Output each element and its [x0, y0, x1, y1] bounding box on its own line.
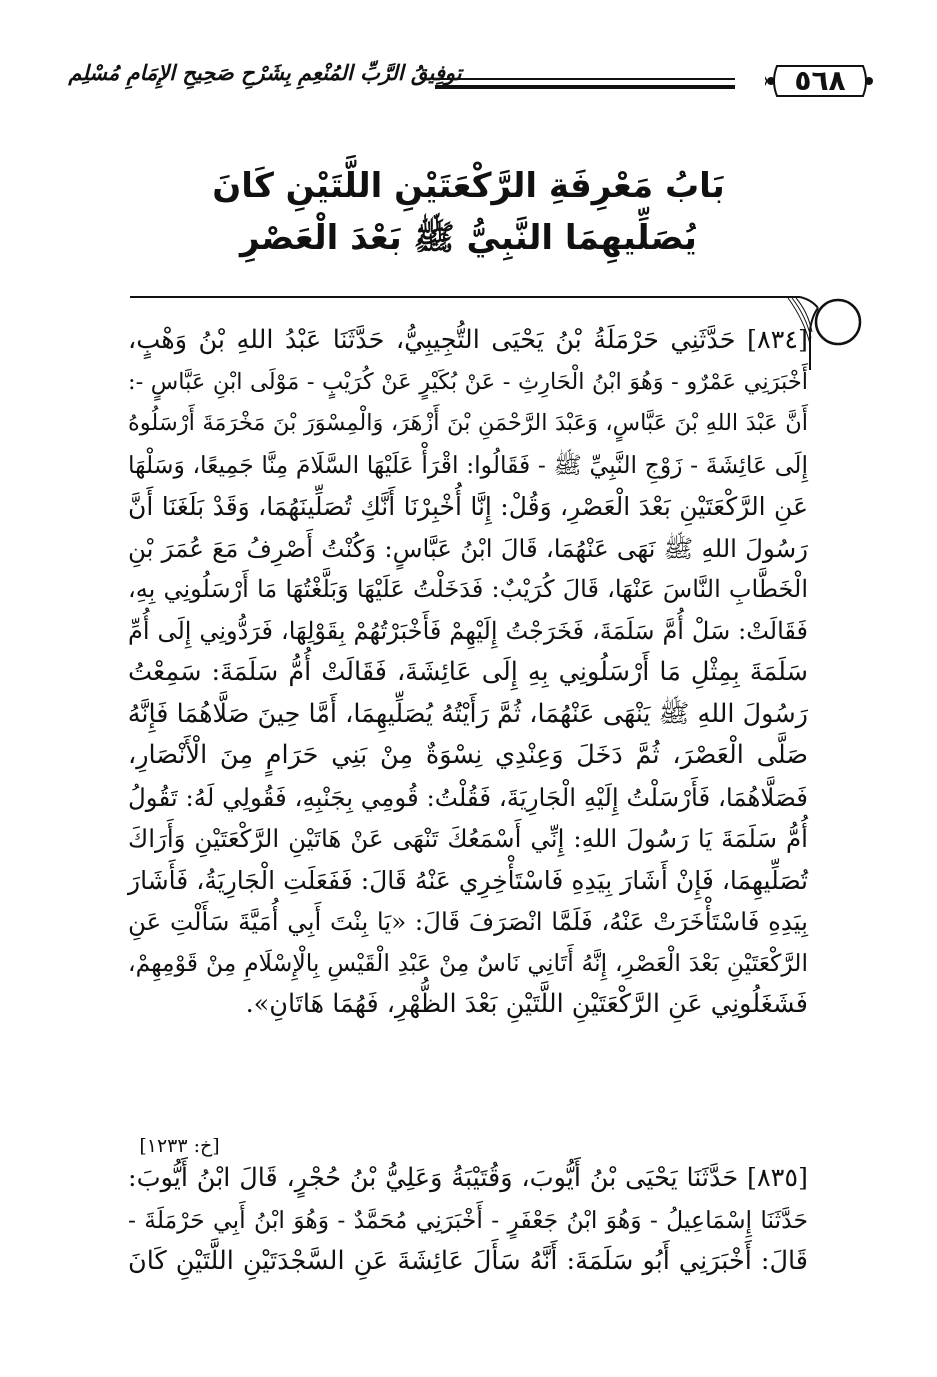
hadith-line: أَخْبَرَنِي عَمْرٌو - وَهُوَ ابْنُ الْحَارِثِ - عَنْ بُكَيْرٍ عَنْ كُرَيْبٍ - مَوْلَى ابْنِ عَبَّاسٍ -:	[128, 368, 808, 395]
hadith-line: [٨٣٤] حَدَّثَنِي حَرْمَلَةُ بْنُ يَحْيَى التُّجِيبِيُّ، حَدَّثَنَا عَبْدُ اللهِ بْنُ وَهْبٍ،	[128, 325, 808, 355]
hadith-line: عَنِ الرَّكْعَتَيْنِ بَعْدَ الْعَصْرِ، وَقُلْ: إِنَّا أُخْبِرْنَا أَنَّكِ تُصَلِّينَهُمَا، وَقَدْ بَلَغَنَا أَنَّ	[128, 492, 808, 521]
page-number: ٥٦٨	[794, 64, 846, 97]
hadith-line: صَلَّى الْعَصْرَ، ثُمَّ دَخَلَ وَعِنْدِي نِسْوَةٌ مِنْ بَنِي حَرَامٍ مِنَ الْأَنْصَارِ،	[128, 740, 808, 770]
hadith-line: أَنَّ عَبْدَ اللهِ بْنَ عَبَّاسٍ، وَعَبْدَ الرَّحْمَنِ بْنَ أَزْهَرَ، وَالْمِسْوَرَ بْنَ مَخْرَمَةَ أَرْسَلُوهُ	[128, 410, 808, 436]
hadith-line: بِيَدِهِ فَاسْتَأْخَرَتْ عَنْهُ، فَلَمَّا انْصَرَفَ قَالَ: «يَا بِنْتَ أَبِي أُمَيَّةَ سَأَلْتِ عَنِ	[128, 907, 808, 936]
hadith-line: فَصَلَّاهُمَا، فَأَرْسَلْتُ إِلَيْهِ الْجَارِيَةَ، فَقُلْتُ: قُومِي بِجَنْبِهِ، فَقُولِي لَهُ: تَقُولُ	[128, 782, 808, 812]
hadith-834	[128, 320, 808, 1026]
hadith-line: إِلَى عَائِشَةَ - زَوْجِ النَّبِيِّ ﷺ - فَقَالُوا: اقْرَأْ عَلَيْهَا السَّلَامَ مِنَّا جَمِيعًا، وَسَلْهَا	[128, 450, 808, 479]
hadith-line: الرَّكْعَتَيْنِ بَعْدَ الْعَصْرِ، إِنَّهُ أَتَانِي نَاسٌ مِنْ عَبْدِ الْقَيْسِ بِالْإِسْلَامِ مِنْ قَوْمِهِمْ،	[128, 948, 808, 977]
hadith-835	[128, 1158, 808, 1283]
hadith-line: فَقَالَتْ: سَلْ أُمَّ سَلَمَةَ، فَخَرَجْتُ إِلَيْهِمْ فَأَخْبَرْتُهُمْ بِقَوْلِهَا، فَرَدُّونِي إِلَى أُمِّ	[128, 616, 809, 645]
hadith-line: رَسُولَ اللهِ ﷺ نَهَى عَنْهُمَا، قَالَ ابْنُ عَبَّاسٍ: وَكُنْتُ أَصْرِفُ مَعَ عُمَرَ بْنِ	[128, 533, 808, 563]
hadith-line: رَسُولَ اللهِ ﷺ يَنْهَى عَنْهُمَا، ثُمَّ رَأَيْتُهُ يُصَلِّيهِمَا، أَمَّا حِينَ صَلَّاهُمَا فَإِنَّهُ	[127, 698, 808, 729]
hadith-line: سَلَمَةَ بِمِثْلِ مَا أَرْسَلُونِي بِهِ إِلَى عَائِشَةَ، فَقَالَتْ أُمُّ سَلَمَةَ: سَمِعْتُ	[128, 657, 808, 687]
hadith-line: أُمُّ سَلَمَةَ يَا رَسُولَ اللهِ: إِنِّي أَسْمَعُكَ تَنْهَى عَنْ هَاتَيْنِ الرَّكْعَتَيْنِ وَأَرَاكَ	[128, 824, 808, 853]
hadith-line: تُصَلِّيهِمَا، فَإِنْ أَشَارَ بِيَدِهِ فَاسْتَأْخِرِي عَنْهُ قَالَ: فَفَعَلَتِ الْجَارِيَةُ، فَأَشَارَ	[128, 865, 808, 895]
hadith-line: قَالَ: أَخْبَرَنِي أَبُو سَلَمَةَ: أَنَّهُ سَأَلَ عَائِشَةَ عَنِ السَّجْدَتَيْنِ اللَّتَيْنِ كَانَ	[128, 1246, 808, 1276]
running-title: توفِيقُ الرَّبِّ المُنْعِمِ بِشَرْحِ صَحِيحِ الإِمَامِ مُسْلِم	[68, 60, 462, 85]
hadith-line: [٨٣٥] حَدَّثَنَا يَحْيَى بْنُ أَيُّوبَ، وَقُتَيْبَةُ وَعَلِيُّ بْنُ حُجْرٍ، قَالَ ابْنُ أَيُّوبَ:	[128, 1163, 808, 1193]
chapter-title-line-2: يُصَلِّيهِمَا النَّبِيُّ ﷺ بَعْدَ الْعَصْرِ	[240, 218, 697, 258]
bukhari-reference: [خ: ١٢٣٣]	[139, 1135, 220, 1157]
chapter-title-line-1: بَابُ مَعْرِفَةِ الرَّكْعَتَيْنِ اللَّتَيْنِ كَانَ	[212, 166, 725, 206]
hadith-line: الْخَطَّابِ النَّاسَ عَنْهَا، قَالَ كُرَيْبٌ: فَدَخَلْتُ عَلَيْهَا وَبَلَّغْتُهَا مَا أَرْسَلُونِي بِهِ،	[128, 575, 808, 603]
hadith-line: حَدَّثَنَا إِسْمَاعِيلُ - وَهُوَ ابْنُ جَعْفَرٍ - أَخْبَرَنِي مُحَمَّدٌ - وَهُوَ ابْنُ أَبِي حَرْمَلَةَ -	[128, 1205, 808, 1234]
hadith-line-last: فَشَغَلُونِي عَنِ الرَّكْعَتَيْنِ اللَّتَيْنِ بَعْدَ الظُّهْرِ، فَهُمَا هَاتَانِ».	[245, 989, 808, 1019]
